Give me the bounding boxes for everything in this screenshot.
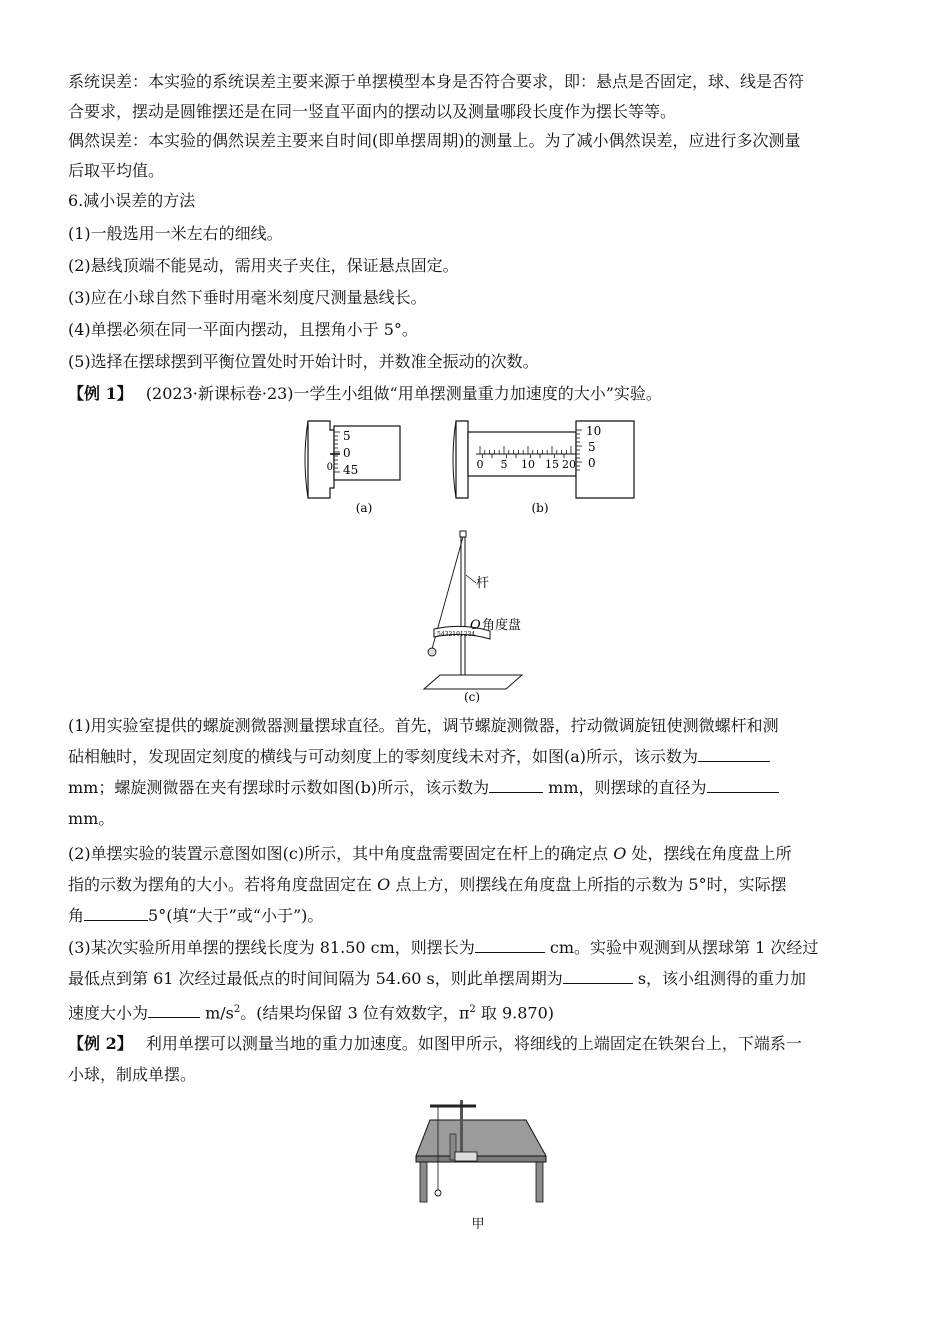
fig-b-main-tick: 0: [476, 458, 484, 471]
fig-b-main-tick: 20: [562, 458, 576, 471]
q1-line4: mm。: [68, 809, 115, 828]
q1-text: mm；螺旋测微器在夹有摆球时示数如图(b)所示，该示数为: [68, 778, 490, 797]
answer-blank[interactable]: [84, 904, 148, 921]
q1-text: mm，则摆球的直径为: [548, 778, 707, 797]
example1-intro-text: (2023·新课标卷·23)一学生小组做“用单摆测量重力加速度的大小”实验。: [145, 384, 662, 403]
fig-b-thimble-tick: 10: [586, 424, 602, 438]
q3-text: s，该小组测得的重力加: [637, 969, 807, 988]
section6-item: (5)选择在摆球摆到平衡位置处时开始计时，并数准全振动的次数。: [68, 352, 539, 371]
q2-text: 角: [68, 906, 85, 925]
q2-text: 指的示数为摆角的大小。若将角度盘固定在: [68, 875, 373, 894]
fig-a-tick-label: 5: [343, 429, 351, 443]
q3-superscript: 2: [233, 1004, 241, 1015]
example1-tag: 【例 1】: [68, 384, 133, 403]
example2-line2: 小球，制成单摆。: [68, 1065, 197, 1084]
fig-a-zero-label: 0: [326, 462, 333, 473]
q2-line2: [68, 873, 888, 897]
section6-item: (3)应在小球自然下垂时用毫米刻度尺测量悬线长。: [68, 288, 427, 307]
figure-b-micrometer: [448, 418, 638, 518]
fig-c-point-label: O: [470, 618, 481, 633]
q1-text: 砧相触时，发现固定刻度的横线与可动刻度上的零刻度线未对齐，如图(a)所示，该示数为: [68, 747, 699, 766]
fig-b-caption: (b): [531, 501, 549, 515]
fig-c-disk-label: 角度盘: [482, 618, 522, 633]
q2-text: 点上方，则摆线在角度盘上所指的示数为 5°时，实际摆: [395, 875, 787, 894]
point-o-label: O: [613, 844, 627, 863]
random-error-line2: 后取平均值。: [68, 161, 165, 180]
point-o-label: O: [377, 875, 391, 894]
q2-text: 处，摆线在角度盘上所: [631, 844, 792, 863]
q2-line3: [68, 904, 888, 928]
fig-a-tick-label: 45: [343, 463, 359, 477]
q3-line3: [68, 998, 888, 1025]
q3-text: 速度大小为: [68, 1003, 149, 1023]
systematic-error-line1: 系统误差：本实验的系统误差主要来源于单摆模型本身是否符合要求，即：悬点是否固定，球、线是否符: [68, 72, 805, 91]
fig-a-caption: (a): [355, 501, 373, 515]
random-error-line1: 偶然误差：本实验的偶然误差主要来自时间(即单摆周期)的测量上。为了减小偶然误差，应进行多次测量: [68, 131, 801, 150]
answer-blank[interactable]: [563, 967, 633, 984]
example2-tag: 【例 2】: [68, 1034, 133, 1053]
example1-intro: [68, 382, 888, 406]
q3-unit: m/s: [205, 1003, 234, 1023]
q3-line2: [68, 967, 888, 991]
q1-line2: [68, 745, 888, 769]
q3-text: 最低点到第 61 次经过最低点的时间间隔为 54.60 s，则此单摆周期为: [68, 969, 563, 988]
answer-blank[interactable]: [707, 776, 779, 793]
fig-a-tick-label: 0: [343, 446, 351, 460]
q3-text: 取 9.870): [480, 1003, 554, 1023]
figure-jia-table-pendulum: [410, 1092, 550, 1232]
example2-line1: [68, 1032, 888, 1056]
q3-line1: [68, 936, 888, 960]
q2-text: 5°(填“大于”或“小于”)。: [148, 906, 324, 925]
fig-c-disk-digits: 5432101234: [437, 631, 476, 638]
section6-item: (4)单摆必须在同一平面内摆动，且摆角小于 5°。: [68, 320, 418, 339]
fig-jia-caption: 甲: [471, 1217, 485, 1232]
q3-text: cm。实验中观测到从摆球第 1 次经过: [549, 938, 819, 957]
fig-b-thimble-tick: 5: [588, 440, 596, 454]
section6-item: (1)一般选用一米左右的细线。: [68, 224, 283, 243]
q2-line1: [68, 842, 888, 866]
q1-line3: [68, 776, 888, 800]
q2-text: (2)单摆实验的装置示意图如图(c)所示，其中角度盘需要固定在杆上的确定点: [68, 844, 609, 863]
figure-c-pendulum-apparatus: [410, 525, 540, 705]
answer-blank[interactable]: [489, 776, 543, 793]
systematic-error-line2: 合要求，摆动是圆锥摆还是在同一竖直平面内的摆动以及测量哪段长度作为摆长等等。: [68, 102, 677, 121]
q3-text: 。(结果均保留 3 位有效数字，π: [240, 1003, 470, 1023]
answer-blank[interactable]: [148, 1001, 200, 1018]
fig-c-rod-label: 杆: [476, 576, 490, 591]
q3-superscript: 2: [469, 1004, 476, 1015]
fig-b-thimble-tick: 0: [588, 456, 596, 470]
q3-text: (3)某次实验所用单摆的摆线长度为 81.50 cm，则摆长为: [68, 938, 475, 957]
fig-b-main-tick: 5: [500, 458, 508, 471]
answer-blank[interactable]: [475, 936, 545, 953]
section6-item: (2)悬线顶端不能晃动，需用夹子夹住，保证悬点固定。: [68, 256, 459, 275]
fig-b-main-tick: 10: [521, 458, 535, 471]
figure-a-micrometer: [300, 418, 405, 518]
q1-line1: (1)用实验室提供的螺旋测微器测量摆球直径。首先，调节螺旋测微器，拧动微调旋钮使测微螺杆和测: [68, 716, 779, 735]
fig-c-caption: (c): [463, 690, 481, 704]
section6-title: 6.减小误差的方法: [68, 191, 196, 210]
fig-b-main-tick: 15: [545, 458, 559, 471]
answer-blank[interactable]: [698, 745, 770, 762]
example2-text: 利用单摆可以测量当地的重力加速度。如图甲所示，将细线的上端固定在铁架台上，下端系一: [145, 1034, 802, 1053]
